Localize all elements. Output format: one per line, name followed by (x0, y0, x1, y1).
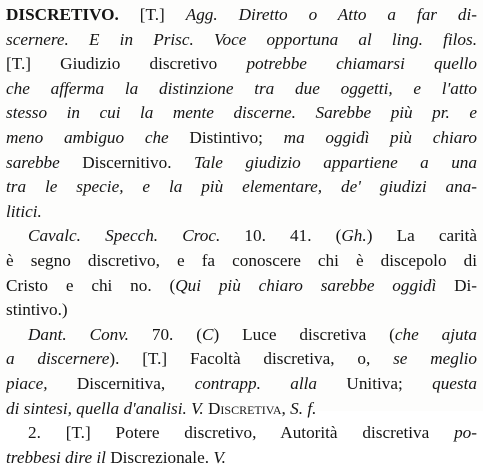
entry-text-segment: Discernitiva, (76, 373, 195, 393)
entry-text-segment: , (281, 398, 291, 418)
dictionary-entry-discretivo (6, 3, 477, 470)
entry-text-segment: [T.] (118, 5, 186, 24)
entry-line-8 (6, 175, 477, 200)
entry-line-17 (6, 397, 477, 422)
entry-text-segment: ) Luce discretiva ( (213, 324, 395, 344)
entry-text-segment: Discretiva (207, 398, 282, 418)
entry-text-segment: sarebbe (6, 152, 83, 172)
entry-line-13 (6, 298, 477, 323)
entry-line-5 (6, 101, 477, 126)
entry-text-segment: Cristo e chi no. ( (6, 275, 176, 295)
entry-text-segment: tra le specie, e la più elementare, de' giudizi ana- (6, 177, 477, 197)
entry-text-segment: Qui più chiaro sarebbe oggidì (175, 275, 455, 295)
entry-text-segment: Distintivo; (189, 127, 284, 147)
entry-text-segment: che ajuta (394, 324, 477, 344)
entry-text-segment: stintivo.) (6, 300, 68, 320)
entry-text-segment: [T.] Giudizio discretivo (6, 54, 247, 74)
entry-line-1 (6, 3, 477, 28)
entry-text-segment: è segno discretivo, e fa conoscere chi è discepolo di (6, 250, 477, 270)
entry-line-6 (6, 126, 477, 151)
entry-text-segment: a discernere (6, 349, 110, 369)
entry-line-3 (6, 52, 477, 77)
entry-text-segment: contrapp. alla (194, 373, 347, 393)
entry-text-segment: S. f. (290, 398, 317, 418)
entry-line-11 (6, 249, 477, 274)
entry-text-segment: stesso in cui la mente discerne. Sarebbe più pr. e (6, 103, 477, 123)
entry-text-segment: DISCRETIVO. (6, 5, 119, 24)
entry-text-segment: potrebbe chiamarsi quello (246, 54, 477, 74)
entry-text-segment: piace, (6, 373, 77, 393)
entry-text-segment: questa (432, 373, 477, 393)
entry-text-segment: Agg. Diretto o Atto a far di- (185, 5, 477, 24)
entry-text-segment: che afferma la distinzione tra due oggetti, e l'atto (6, 78, 477, 98)
entry-text-segment: ). [T.] Facoltà discretiva, o, (109, 349, 394, 369)
entry-text-segment: Cavalc. Specch. Croc. (28, 226, 245, 246)
entry-text-segment: 2. [T.] Potere discretivo, Autorità discretiva (28, 423, 455, 443)
entry-line-15 (6, 347, 477, 372)
entry-text-segment: Tale giudizio appartiene a una (193, 152, 477, 172)
entry-text-segment: trebbesi dire il (6, 447, 111, 467)
entry-line-19 (6, 446, 477, 470)
entry-text-segment: Dant. Conv. (28, 324, 152, 344)
entry-text-segment: di sintesi, quella d'analisi. V. (6, 398, 208, 418)
entry-line-9 (6, 200, 477, 225)
entry-text-segment: Gh. (341, 226, 367, 246)
entry-line-18 (6, 421, 477, 446)
entry-text-segment: 10. 41. ( (244, 226, 342, 246)
entry-line-16 (6, 372, 477, 397)
entry-line-4 (6, 77, 477, 102)
entry-line-12 (6, 274, 477, 299)
entry-text-segment: V. (213, 447, 226, 467)
entry-text-segment: ) La carità (366, 226, 477, 246)
entry-line-2 (6, 28, 477, 53)
entry-text-segment: se meglio (393, 349, 477, 369)
entry-text-segment: C (202, 324, 214, 344)
entry-text-segment: Di- (454, 275, 477, 295)
entry-text-segment: ma oggidì più chiaro (283, 127, 477, 147)
entry-text-segment: scernere. E in Prisc. Voce opportuna al ling. filos. (6, 29, 477, 49)
entry-text-segment: Unitiva; (346, 373, 433, 393)
entry-line-7 (6, 151, 477, 176)
entry-text-segment: meno ambiguo che (6, 127, 190, 147)
entry-line-14 (6, 323, 477, 348)
entry-text-segment: 70. ( (151, 324, 202, 344)
entry-text-segment: litici. (6, 201, 42, 221)
entry-line-10 (6, 224, 477, 249)
entry-text-segment: Discernitivo. (82, 152, 194, 172)
entry-text-segment: Discrezionale. (110, 447, 214, 467)
entry-text-segment: po- (454, 423, 477, 443)
